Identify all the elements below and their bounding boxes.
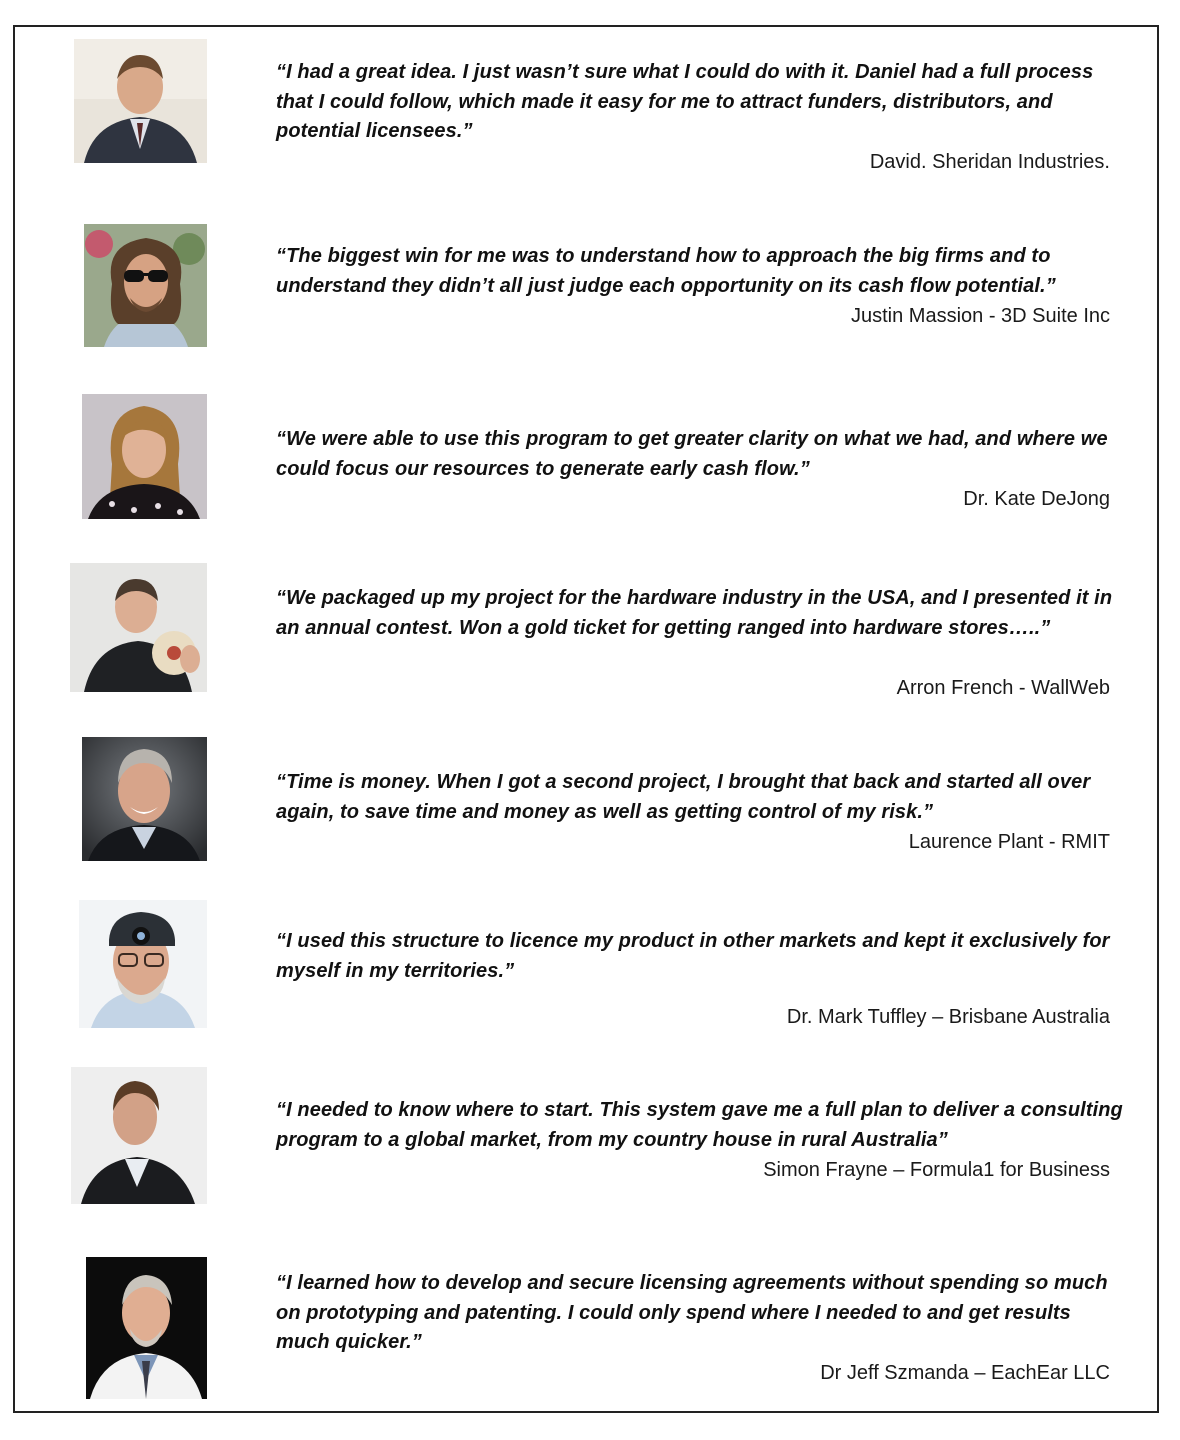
testimonial-author: Arron French - WallWeb [896, 677, 1110, 699]
portrait-photo [70, 563, 207, 692]
testimonial-quote: “I learned how to develop and secure licensing agreements without spending so much on prototyping and patenting. I could only spend where I needed to and get results much quicker.” [276, 1272, 1108, 1353]
portrait-photo [82, 394, 207, 519]
testimonials-frame [13, 25, 1159, 1413]
testimonial-quote: “I used this structure to licence my product in other markets and kept it exclusively for myself in my territories.” [276, 930, 1110, 982]
portrait-photo [84, 224, 207, 347]
testimonial-author: Dr Jeff Szmanda – EachEar LLC [820, 1362, 1110, 1384]
testimonial-author: Dr. Kate DeJong [963, 488, 1110, 510]
testimonial-author: David. Sheridan Industries. [869, 151, 1110, 173]
testimonial-quote: “The biggest win for me was to understand how to approach the big firms and to understand they didn’t all just judge each opportunity on its cash flow potential.” [276, 245, 1056, 297]
portrait-photo [79, 900, 207, 1028]
testimonial-quote: “We were able to use this program to get greater clarity on what we had, and where we could focus our resources to generate early cash flow.” [276, 428, 1108, 480]
portrait-photo [74, 39, 207, 163]
testimonial-quote: “I had a great idea. I just wasn’t sure what I could do with it. Daniel had a full process that I could follow, which made it easy for me to attract funders, distributors, and potential licensees.” [276, 61, 1094, 142]
testimonial-quote: “Time is money. When I got a second project, I brought that back and started all over again, to save time and money as well as getting control of my risk.” [276, 771, 1091, 823]
testimonial-author: Simon Frayne – Formula1 for Business [763, 1159, 1110, 1181]
testimonial-author: Laurence Plant - RMIT [908, 831, 1110, 853]
testimonial-author: Dr. Mark Tuffley – Brisbane Australia [786, 1006, 1110, 1028]
portrait-photo [82, 737, 207, 861]
testimonial-author: Justin Massion - 3D Suite Inc [851, 305, 1110, 327]
portrait-photo [86, 1257, 207, 1399]
testimonial-quote: “I needed to know where to start. This system gave me a full plan to deliver a consulting program to a global market, from my country house in rural Australia” [276, 1099, 1123, 1151]
portrait-photo [71, 1067, 207, 1204]
testimonial-quote: “We packaged up my project for the hardware industry in the USA, and I presented it in an annual contest. Won a gold ticket for getting ranged into hardware stores…..” [276, 587, 1113, 639]
